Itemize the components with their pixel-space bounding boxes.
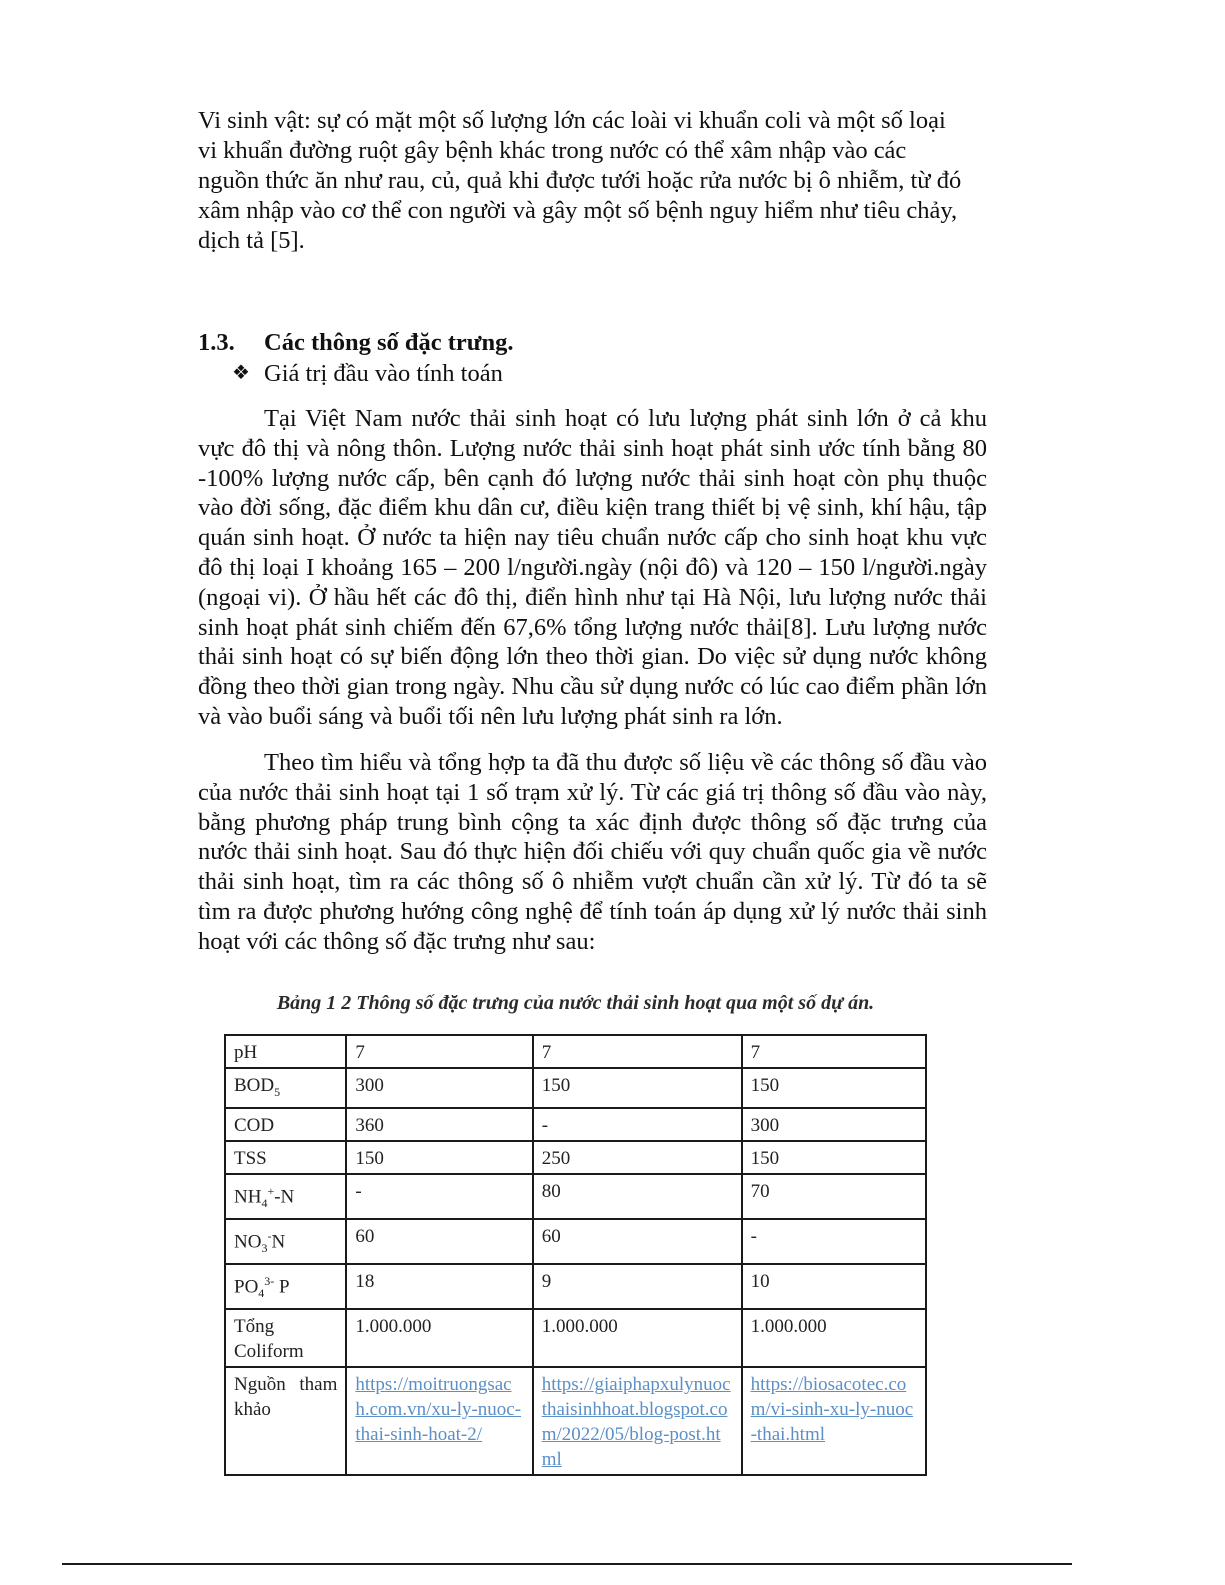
value-cell: 1.000.000 — [346, 1309, 532, 1367]
value-cell: 60 — [346, 1219, 532, 1264]
value-cell: 18 — [346, 1264, 532, 1309]
param-superscript: 3- — [264, 1274, 275, 1289]
param-cell — [225, 1219, 346, 1264]
param-cell: COD — [225, 1108, 346, 1141]
value-cell: 7 — [346, 1035, 532, 1068]
source-row — [225, 1367, 926, 1475]
parameter-table — [224, 1034, 927, 1476]
source-link-2[interactable]: https://giaiphapxulynuocthaisinhhoat.blogspot.com/2022/05/blog-post.html — [541, 1374, 731, 1471]
param-cell — [225, 1068, 346, 1108]
param-subscript: 3 — [261, 1241, 268, 1256]
value-cell: 300 — [742, 1108, 926, 1141]
table-row — [225, 1174, 926, 1219]
table-row — [225, 1219, 926, 1264]
source-cell — [346, 1367, 532, 1475]
param-superscript: + — [267, 1183, 275, 1198]
value-cell: - — [533, 1108, 742, 1141]
source-cell — [742, 1367, 926, 1475]
diamond-bullet-icon: ❖ — [232, 360, 250, 384]
body-paragraph-flow: Tại Việt Nam nước thải sinh hoạt có lưu lượng phát sinh lớn ở cả khu vực đô thị và nông thôn. Lượng nước thải sinh hoạt phát sinh ước tính bằng 80 -100% lượng nước cấp, bên cạnh đó lượng nước thải sinh hoạt còn phụ thuộc vào đời sống, đặc điểm khu dân cư, điều kiện trang thiết bị vệ sinh, khí hậu, tập quán sinh hoạt. Ở nước ta hiện nay tiêu chuẩn nước cấp cho sinh hoạt khu vực đô thị loại I khoảng 165 – 200 l/người.ngày (nội đô) và 120 – 150 l/người.ngày (ngoại vi). Ở hầu hết các đô thị, điển hình như tại Hà Nội, lưu lượng nước thải sinh hoạt phát sinh chiếm đến 67,6% tổng lượng nước thải[8]. Lưu lượng nước thải sinh hoạt có sự biến động lớn theo thời gian. Do việc sử dụng nước không đồng theo thời gian trong ngày. Nhu cầu sử dụng nước có lúc cao điểm phần lớn và vào buổi sáng và buổi tối nên lưu lượng phát sinh ra lớn. — [198, 405, 987, 730]
param-tail: N — [271, 1231, 286, 1253]
value-cell: 250 — [533, 1141, 742, 1174]
source-link-1[interactable]: https://moitruongsach.com.vn/xu-ly-nuoc-thai-sinh-hoat-2/ — [355, 1374, 522, 1446]
section-title: Các thông số đặc trưng. — [264, 329, 514, 356]
table-row — [225, 1035, 926, 1068]
source-link-3[interactable]: https://biosacotec.com/vi-sinh-xu-ly-nuoc-thai.html — [750, 1374, 914, 1446]
param-cell: TSS — [225, 1141, 346, 1174]
value-cell: 70 — [742, 1174, 926, 1219]
value-cell: 360 — [346, 1108, 532, 1141]
value-cell: 150 — [742, 1141, 926, 1174]
intro-paragraph: Vi sinh vật: sự có mặt một số lượng lớn các loài vi khuẩn coli và một số loại vi khuẩn đường ruột gây bệnh khác trong nước có thể xâm nhập vào các nguồn thức ăn như rau, củ, quả khi được tưới hoặc rửa nước bị ô nhiễm, từ đó xâm nhập vào cơ thể con người và gây một số bệnh nguy hiểm như tiêu chảy, dịch tả [5]. — [198, 107, 962, 254]
param-subscript: 4 — [261, 1195, 268, 1210]
section-number: 1.3. — [198, 329, 235, 356]
table-row — [225, 1264, 926, 1309]
body-paragraph-summary: Theo tìm hiểu và tổng hợp ta đã thu được số liệu về các thông số đầu vào của nước thải sinh hoạt tại 1 số trạm xử lý. Từ các giá trị thông số đầu vào này, bằng phương pháp trung bình cộng ta xác định được thông số đặc trưng của nước thải sinh hoạt. Sau đó thực hiện đối chiếu với quy chuẩn quốc gia về nước thải sinh hoạt, tìm ra các thông số ô nhiễm vượt chuẩn cần xử lý. Từ đó ta sẽ tìm ra được phương hướng công nghệ để tính toán áp dụng xử lý nước thải sinh hoạt với các thông số đặc trưng như sau: — [198, 749, 987, 955]
value-cell: 150 — [533, 1068, 742, 1108]
table-caption: Bảng 1 2 Thông số đặc trưng của nước thải sinh hoạt qua một số dự án. — [276, 992, 875, 1014]
param-cell: Tổng Coliform — [225, 1309, 346, 1367]
table-row — [225, 1141, 926, 1174]
value-cell: 10 — [742, 1264, 926, 1309]
param-cell — [225, 1174, 346, 1219]
value-cell: 80 — [533, 1174, 742, 1219]
source-label: Nguồn tham khảo — [225, 1367, 346, 1475]
param-cell — [225, 1264, 346, 1309]
param-cell: pH — [225, 1035, 346, 1068]
value-cell: 1.000.000 — [742, 1309, 926, 1367]
value-cell: 7 — [742, 1035, 926, 1068]
section-heading — [198, 329, 514, 357]
param-subscript: 5 — [274, 1084, 281, 1099]
value-cell: - — [742, 1219, 926, 1264]
value-cell: 150 — [742, 1068, 926, 1108]
table-row — [225, 1309, 926, 1367]
value-cell: 7 — [533, 1035, 742, 1068]
param-superscript: - — [267, 1228, 272, 1243]
table-row — [225, 1108, 926, 1141]
value-cell: 150 — [346, 1141, 532, 1174]
bullet-item — [232, 360, 503, 388]
param-tail: P — [274, 1276, 290, 1298]
param-main: NO — [234, 1231, 262, 1253]
value-cell: 300 — [346, 1068, 532, 1108]
page-bottom-divider — [62, 1563, 1072, 1565]
param-subscript: 4 — [258, 1286, 265, 1301]
param-main: BOD — [234, 1075, 275, 1096]
param-main: NH — [234, 1186, 262, 1208]
value-cell: 1.000.000 — [533, 1309, 742, 1367]
param-main: PO — [234, 1276, 259, 1298]
table-row — [225, 1068, 926, 1108]
value-cell: 9 — [533, 1264, 742, 1309]
value-cell: 60 — [533, 1219, 742, 1264]
value-cell: - — [346, 1174, 532, 1219]
param-tail: -N — [274, 1186, 295, 1208]
bullet-text: Giá trị đầu vào tính toán — [264, 360, 503, 387]
source-cell — [533, 1367, 742, 1475]
